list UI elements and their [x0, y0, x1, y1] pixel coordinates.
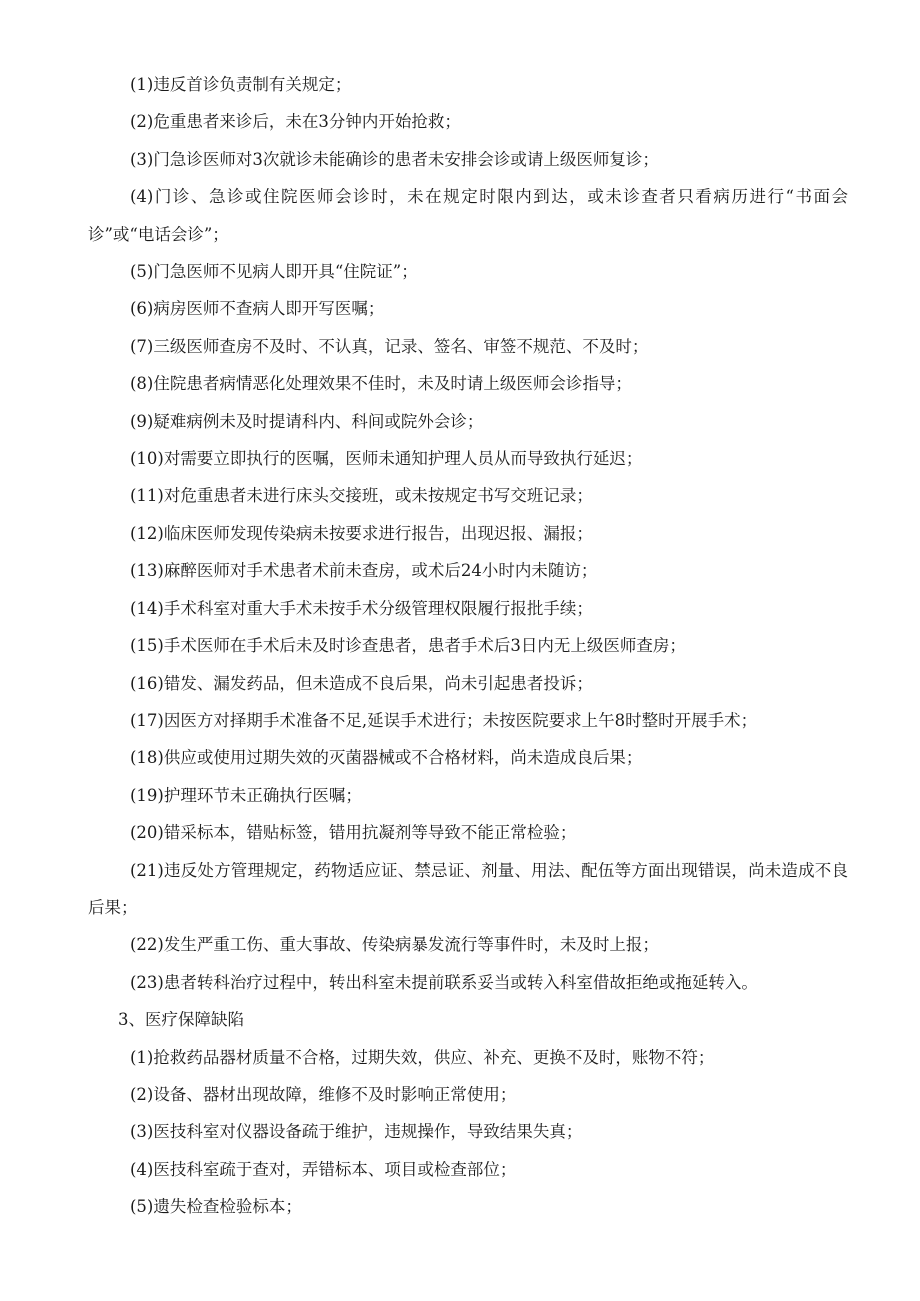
list-item: (2)设备、器材出现故障，维修不及时影响正常使用；: [130, 1084, 517, 1104]
list-item: (3)门急诊医师对3次就诊未能确诊的患者未安排会诊或请上级医师复诊；: [130, 149, 659, 169]
list-item: (12)临床医师发现传染病未按要求进行报告，出现迟报、漏报；: [130, 523, 593, 543]
list-item: (10)对需要立即执行的医嘱，医师未通知护理人员从而导致执行延迟；: [130, 449, 643, 469]
list-item: (4)医技科室疏于查对，弄错标本、项目或检查部位；: [130, 1159, 517, 1179]
list-item: (9)疑难病例未及时提请科内、科间或院外会诊；: [130, 411, 484, 431]
list-item: (16)错发、漏发药品，但未造成不良后果，尚未引起患者投诉；: [130, 673, 593, 693]
list-item: (5)门急医师不见病人即开具“住院证”；: [130, 262, 418, 282]
list-item: (22)发生严重工伤、重大事故、传染病暴发流行等事件时，未及时上报；: [130, 935, 659, 955]
list-item: (18)供应或使用过期失效的灭菌器械或不合格材料，尚未造成良后果；: [130, 748, 643, 768]
list-item: (8)住院患者病情恶化处理效果不佳时，未及时请上级医师会诊指导；: [130, 374, 632, 394]
list-item: (21)违反处方管理规定，药物适应证、禁忌证、剂量、用法、配伍等方面出现错误，尚未造成不良后果；: [88, 860, 848, 917]
list-item: (14)手术科室对重大手术未按手术分级管理权限履行报批手续；: [130, 598, 593, 618]
list-item: (15)手术医师在手术后未及时诊查患者，患者手术后3日内无上级医师查房；: [130, 636, 686, 656]
list-item: (2)危重患者来诊后，未在3分钟内开始抢救；: [130, 112, 461, 132]
list-item: (19)护理环节未正确执行医嘱；: [130, 785, 362, 805]
list-item: (1)抢救药品器材质量不合格，过期失效，供应、补充、更换不及时，账物不符；: [130, 1047, 715, 1067]
list-item: (1)违反首诊负责制有关规定；: [130, 75, 352, 94]
list-item: (13)麻醉医师对手术患者术前未查房，或术后24小时内未随访；: [130, 561, 598, 581]
list-item: (20)错采标本，错贴标签，错用抗凝剂等导致不能正常检验；: [130, 823, 577, 843]
list-item: (11)对危重患者未进行床头交接班，或未按规定书写交班记录；: [130, 486, 593, 506]
list-item: (5)遗失检查检验标本；: [130, 1197, 302, 1217]
list-item: (4)门诊、急诊或住院医师会诊时，未在规定时限内到达，或未诊查者只看病历进行“书面会诊”或“电话会诊”；: [88, 187, 848, 244]
list-item: (23)患者转科治疗过程中，转出科室未提前联系妥当或转入科室借故拒绝或拖延转入。: [130, 972, 758, 992]
list-item: (6)病房医师不查病人即开写医嘱；: [130, 299, 385, 319]
document-body: [88, 66, 848, 1226]
list-item: (3)医技科室对仪器设备疏于维护，违规操作，导致结果失真；: [130, 1122, 583, 1142]
section-heading: 3、医疗保障缺陷: [118, 1010, 244, 1030]
list-item: (7)三级医师查房不及时、不认真，记录、签名、审签不规范、不及时；: [130, 336, 649, 356]
list-item: (17)因医方对择期手术准备不足,延误手术进行；未按医院要求上午8时整时开展手术；: [130, 710, 758, 730]
